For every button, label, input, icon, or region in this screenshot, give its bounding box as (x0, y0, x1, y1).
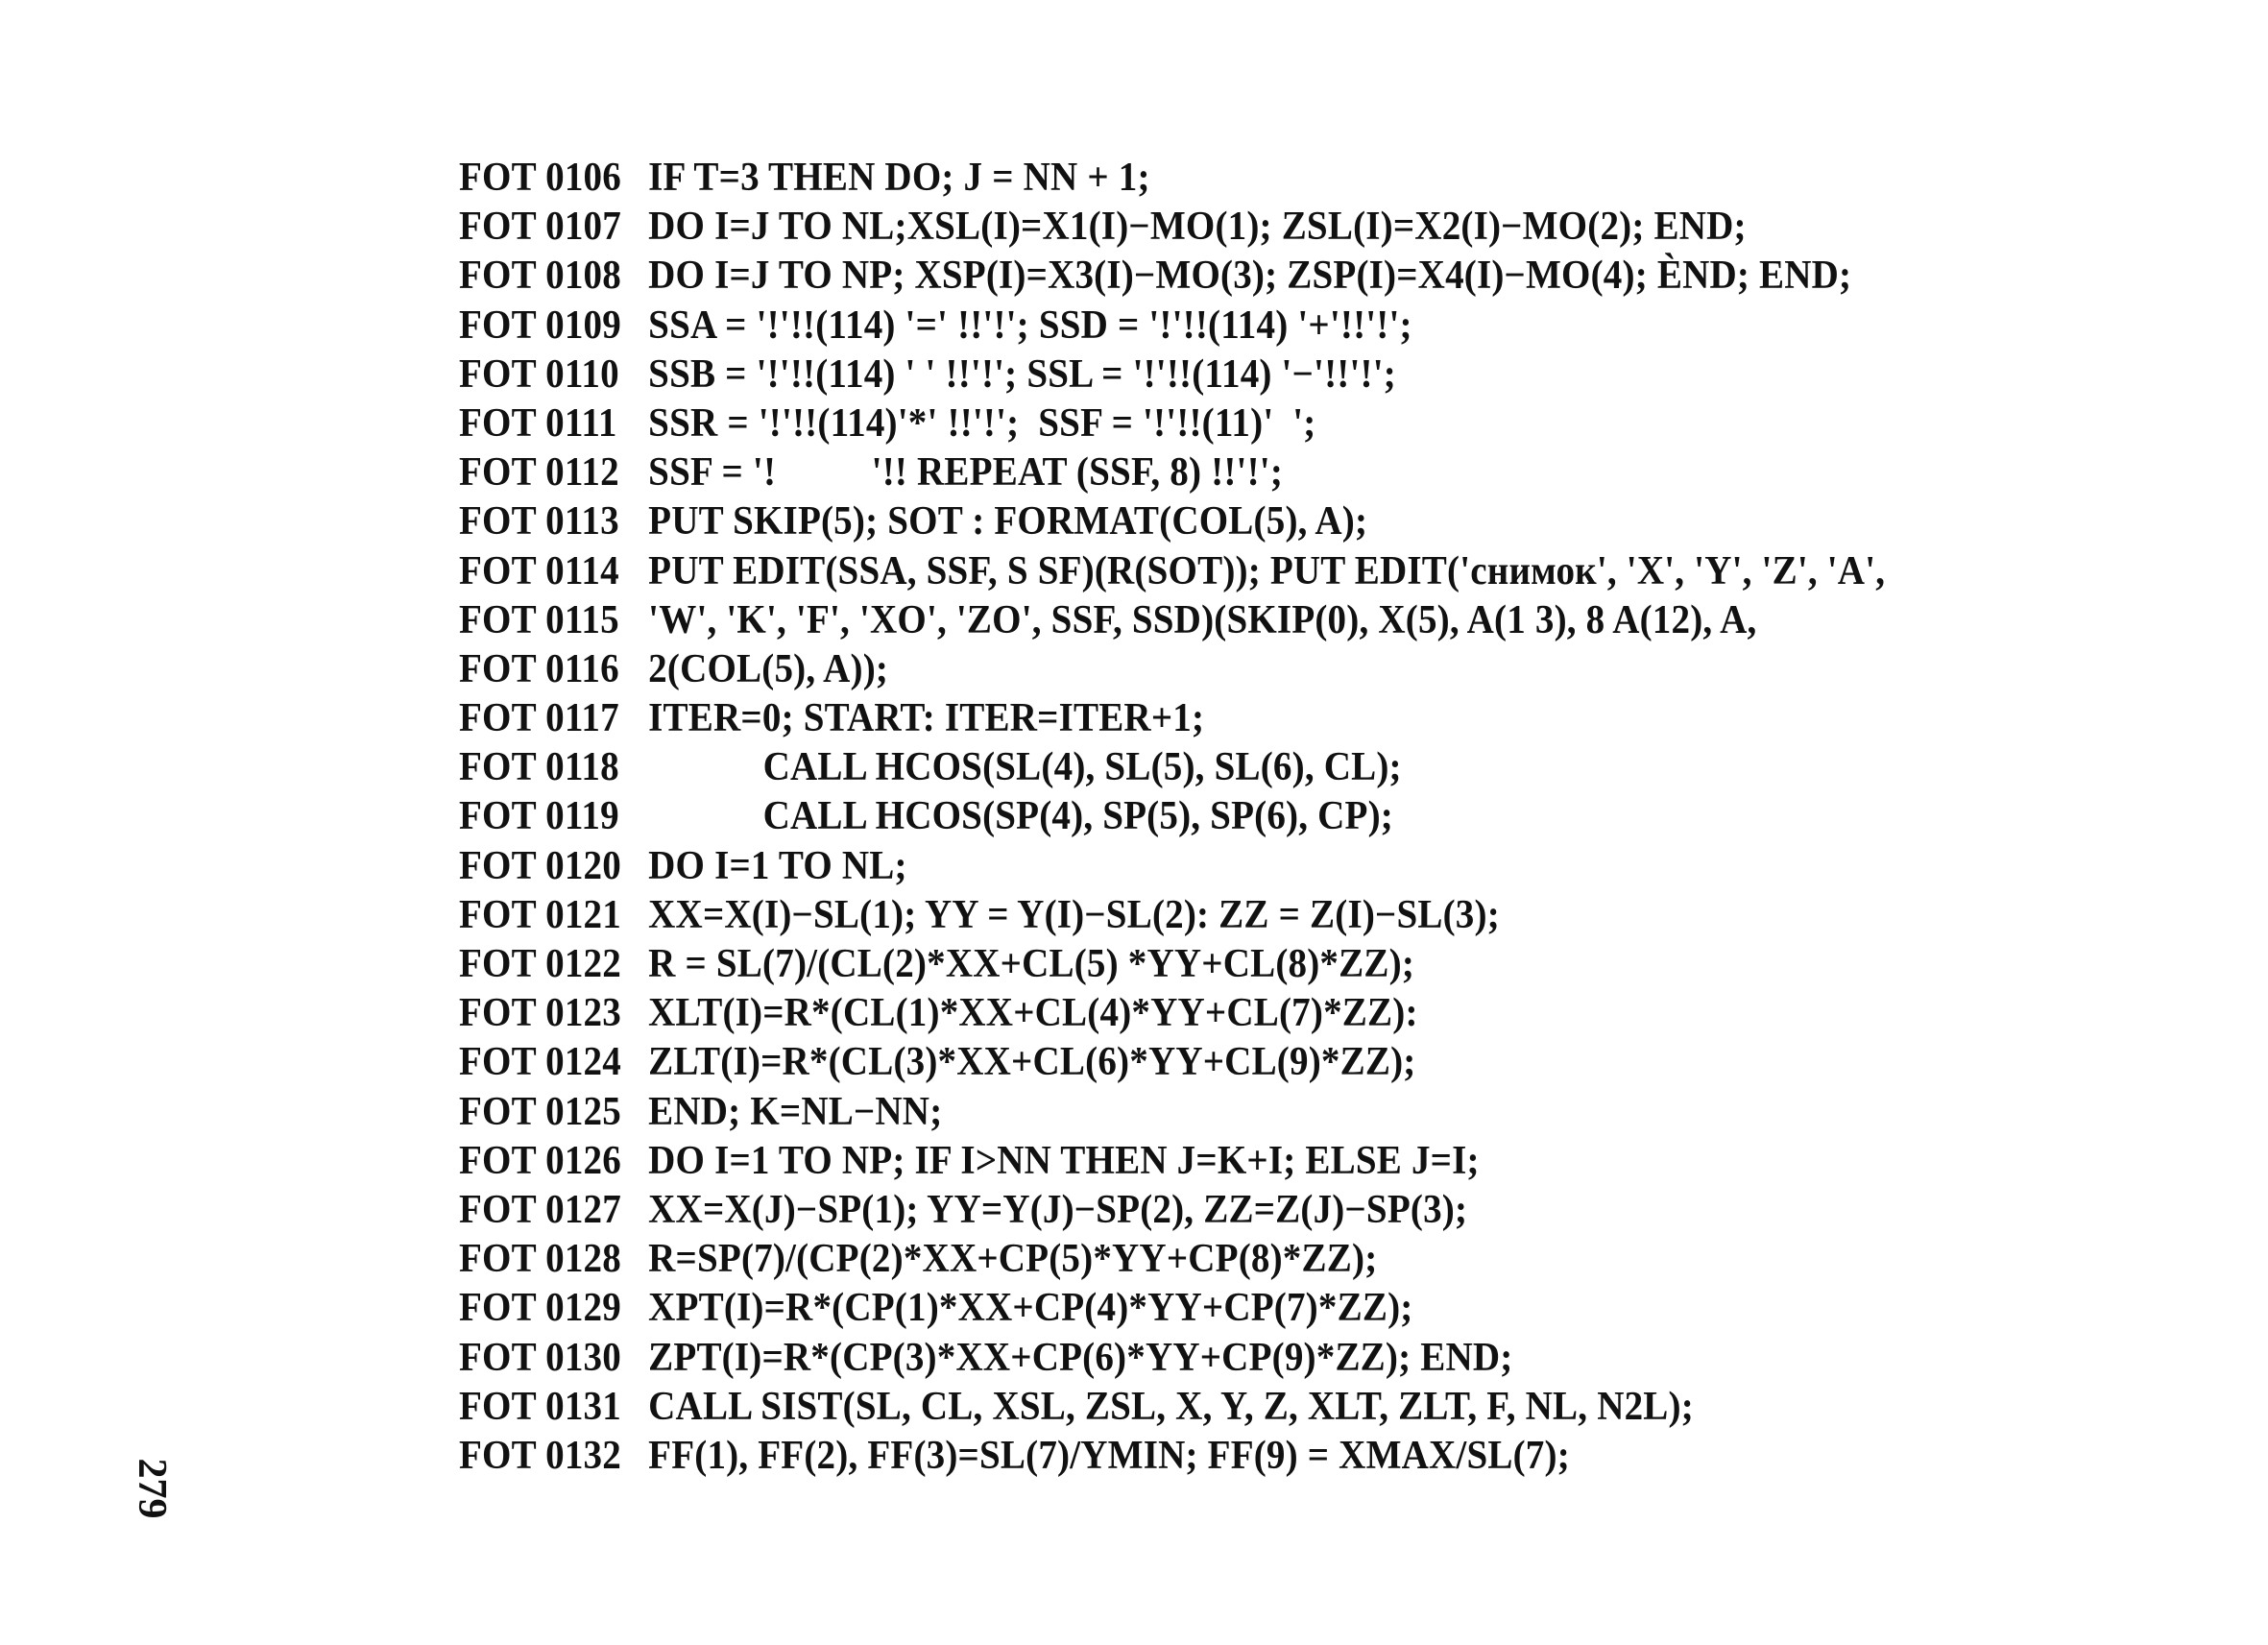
line-code: XLT(I)=R*(CL(1)*XX+CL(4)*YY+CL(7)*ZZ): (648, 991, 1418, 1036)
line-tag: FOT 0123 (459, 991, 621, 1036)
code-line (459, 645, 2120, 694)
code-line (459, 448, 2120, 497)
code-line (459, 1235, 2120, 1284)
page-number: 279 (130, 1458, 174, 1519)
line-tag: FOT 0132 (459, 1433, 621, 1478)
line-code: DO I=J TO NL;XSL(I)=X1(I)−MO(1); ZSL(I)=X2(I)−MO(2); END; (648, 205, 1747, 250)
line-tag: FOT 0110 (459, 351, 619, 397)
line-tag: FOT 0129 (459, 1286, 621, 1331)
line-tag: FOT 0128 (459, 1237, 621, 1282)
line-code: PUT SKIP(5); SOT : FORMAT(COL(5), A); (648, 499, 1368, 544)
code-line (459, 252, 2120, 301)
code-line (459, 399, 2120, 448)
line-code: PUT EDIT(SSA, SSF, S SF)(R(SOT)); PUT EDIT('снимок', 'X', 'Y', 'Z', 'A', (648, 548, 1886, 593)
line-code: R = SL(7)/(CL(2)*XX+CL(5) *YY+CL(8)*ZZ); (648, 942, 1415, 986)
line-tag: FOT 0107 (459, 205, 621, 250)
line-tag: FOT 0118 (459, 745, 619, 790)
line-code: XX=X(J)−SP(1); YY=Y(J)−SP(2), ZZ=Z(J)−SP(3); (648, 1187, 1468, 1232)
code-line (459, 1088, 2120, 1137)
line-tag: FOT 0127 (459, 1187, 621, 1232)
code-line (459, 1137, 2120, 1186)
line-code: 'W', 'K', 'F', 'XO', 'ZO', SSF, SSD)(SKIP(0), X(5), A(1 3), 8 A(12), A, (648, 597, 1757, 642)
code-line (459, 1284, 2120, 1333)
line-code: CALL HCOS(SL(4), SL(5), SL(6), CL); (648, 745, 1402, 790)
line-code: IF T=3 THEN DO; J = NN + 1; (648, 156, 1150, 200)
line-code: XX=X(I)−SL(1); YY = Y(I)−SL(2): ZZ = Z(I)−SL(3); (648, 892, 1500, 937)
code-line (459, 154, 2120, 203)
line-tag: FOT 0116 (459, 646, 619, 691)
code-line (459, 1038, 2120, 1087)
line-tag: FOT 0114 (459, 548, 619, 593)
code-line (459, 743, 2120, 792)
line-tag: FOT 0108 (459, 254, 621, 299)
code-line (459, 203, 2120, 252)
line-code: END; K=NL−NN; (648, 1089, 943, 1134)
line-tag: FOT 0126 (459, 1138, 621, 1183)
code-line (459, 547, 2120, 596)
line-tag: FOT 0125 (459, 1089, 621, 1134)
line-code: ZPT(I)=R*(CP(3)*XX+CP(6)*YY+CP(9)*ZZ); END; (648, 1335, 1513, 1380)
line-code: ITER=0; START: ITER=ITER+1; (648, 696, 1205, 741)
code-line (459, 989, 2120, 1038)
code-line (459, 351, 2120, 399)
line-code: CALL SIST(SL, CL, XSL, ZSL, X, Y, Z, XLT, ZLT, F, NL, N2L); (648, 1384, 1694, 1429)
line-tag: FOT 0119 (459, 794, 619, 839)
code-line (459, 891, 2120, 940)
code-line (459, 1186, 2120, 1235)
line-tag: FOT 0130 (459, 1335, 621, 1380)
code-line (459, 596, 2120, 645)
line-code: FF(1), FF(2), FF(3)=SL(7)/YMIN; FF(9) = XMAX/SL(7); (648, 1433, 1570, 1478)
line-tag: FOT 0112 (459, 450, 619, 496)
code-line (459, 497, 2120, 546)
line-code: XPT(I)=R*(CP(1)*XX+CP(4)*YY+CP(7)*ZZ); (648, 1286, 1413, 1331)
code-line (459, 1334, 2120, 1383)
line-tag: FOT 0120 (459, 843, 621, 888)
line-code: DO I=1 TO NP; IF I>NN THEN J=K+I; ELSE J=I; (648, 1138, 1480, 1183)
line-code: 2(COL(5), A)); (648, 646, 889, 691)
line-code: CALL HCOS(SP(4), SP(5), SP(6), CP); (648, 794, 1393, 839)
line-tag: FOT 0113 (459, 499, 619, 544)
code-line (459, 940, 2120, 989)
line-code: R=SP(7)/(CP(2)*XX+CP(5)*YY+CP(8)*ZZ); (648, 1237, 1378, 1282)
line-code: SSR = '!'!!(114)'*' !!'!'; SSF = '!'!!(11)' '; (648, 400, 1316, 446)
line-tag: FOT 0131 (459, 1384, 621, 1429)
code-line (459, 1383, 2120, 1432)
code-line (459, 694, 2120, 743)
line-code: ZLT(I)=R*(CL(3)*XX+CL(6)*YY+CL(9)*ZZ); (648, 1040, 1416, 1085)
code-line (459, 792, 2120, 841)
line-code: SSF = '! '!! REPEAT (SSF, 8) !!'!'; (648, 450, 1284, 496)
line-code: DO I=1 TO NL; (648, 843, 907, 888)
line-tag: FOT 0115 (459, 597, 619, 642)
code-line (459, 842, 2120, 891)
program-listing (459, 154, 2245, 1481)
line-tag: FOT 0109 (459, 302, 621, 348)
line-tag: FOT 0121 (459, 892, 621, 937)
line-tag: FOT 0106 (459, 156, 621, 200)
code-line (459, 302, 2120, 351)
line-tag: FOT 0111 (459, 400, 617, 446)
line-code: SSA = '!'!!(114) '=' !!'!'; SSD = '!'!!(114) '+'!!'!'; (648, 302, 1412, 348)
line-tag: FOT 0124 (459, 1040, 621, 1085)
code-line (459, 1432, 2120, 1481)
line-code: SSB = '!'!!(114) ' ' !!'!'; SSL = '!'!!(114) '−'!!'!'; (648, 351, 1396, 397)
line-tag: FOT 0117 (459, 696, 619, 741)
line-code: DO I=J TO NP; XSP(I)=X3(I)−MO(3); ZSP(I)=X4(I)−MO(4); ÈND; END; (648, 254, 1852, 299)
line-tag: FOT 0122 (459, 942, 621, 986)
